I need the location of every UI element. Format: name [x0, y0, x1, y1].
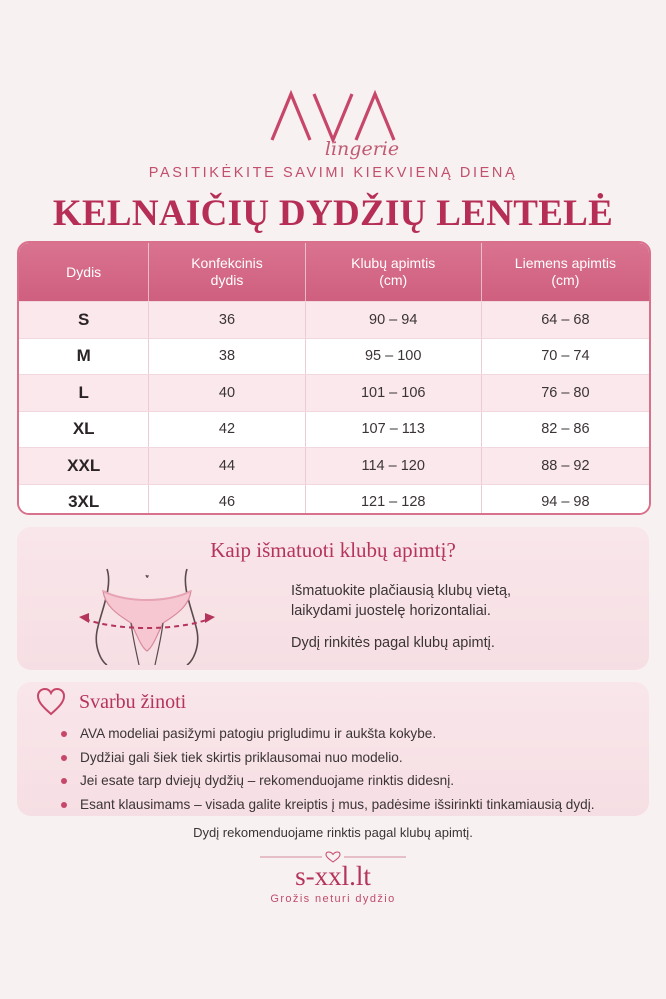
table-header	[19, 243, 649, 301]
info-list	[57, 722, 595, 816]
table-row	[19, 484, 649, 516]
cell-waist: 88 – 92	[541, 457, 590, 474]
cell-conf: 44	[149, 448, 305, 484]
cell-conf: 38	[149, 339, 305, 375]
bullet-icon	[61, 802, 67, 808]
measure-text-2: Dydį rinkitės pagal klubų apimtį.	[291, 635, 495, 651]
cell-size: XL	[19, 412, 149, 448]
bullet-icon	[61, 755, 67, 761]
header-konfekcinis: Konfekcinis dydis	[149, 243, 305, 301]
hip-measurement-figure-icon	[67, 565, 227, 669]
cell-conf: 42	[149, 412, 305, 448]
table-row	[19, 338, 649, 375]
info-card	[17, 682, 649, 816]
bullet-icon	[61, 778, 67, 784]
heart-icon	[35, 686, 67, 722]
cell-waist: 70 – 74	[541, 348, 590, 365]
cell-hips: 101 – 106	[306, 375, 482, 411]
cell-size: L	[19, 375, 149, 411]
footer-note: Dydį rekomenduojame rinktis pagal klubų apimtį.	[193, 825, 473, 840]
page-title: KELNAIČIŲ DYDŽIŲ LENTELĖ	[52, 193, 614, 234]
measure-card	[17, 527, 649, 670]
cell-conf: 36	[149, 302, 305, 338]
list-item: Jei esate tarp dviejų dydžių – rekomenduojame rinktis didesnį.	[57, 769, 595, 793]
measure-instructions	[291, 581, 631, 665]
cell-waist: 82 – 86	[541, 421, 590, 438]
cell-waist: 76 – 80	[541, 384, 590, 401]
cell-hips: 107 – 113	[306, 412, 482, 448]
cell-size: 3XL	[19, 485, 149, 516]
slogan: Grožis neturi dydžio	[270, 893, 396, 905]
cell-conf: 40	[149, 375, 305, 411]
cell-waist: 94 – 98	[541, 494, 590, 511]
cell-hips: 95 – 100	[306, 339, 482, 375]
cell-size: M	[19, 339, 149, 375]
list-item: Dydžiai gali šiek tiek skirtis priklausomai nuo modelio.	[57, 746, 595, 770]
ava-logo-mark	[268, 88, 398, 144]
list-item: Esant klausimams – visada galite kreiptis į mus, padėsime išsirinkti tinkamiausią dydį.	[57, 793, 595, 817]
list-item: AVA modeliai pasižymi patogiu prigludimu ir aukšta kokybe.	[57, 722, 595, 746]
ava-logo	[0, 88, 666, 144]
tagline: PASITIKĖKITE SAVIMI KIEKVIENĄ DIENĄ	[148, 165, 518, 181]
table-row	[19, 411, 649, 448]
info-title: Svarbu žinoti	[79, 691, 187, 713]
cell-waist: 64 – 68	[541, 311, 590, 328]
header-liemens-apimtis: Liemens apimtis (cm)	[514, 255, 616, 288]
logo-subtitle: lingerie	[324, 138, 400, 160]
measure-title: Kaip išmatuoti klubų apimtį?	[210, 538, 456, 562]
header-klubu-apimtis: Klubų apimtis (cm)	[306, 243, 482, 301]
cell-size: XXL	[19, 448, 149, 484]
website-link[interactable]: s-xxl.lt	[295, 861, 371, 891]
measure-text-1: Išmatuokite plačiausią klubų vietą, laikydami juostelę horizontaliai.	[291, 583, 512, 619]
table-row	[19, 374, 649, 411]
cell-hips: 114 – 120	[306, 448, 482, 484]
cell-conf: 46	[149, 485, 305, 516]
size-table	[17, 241, 651, 515]
cell-hips: 121 – 128	[306, 485, 482, 516]
cell-hips: 90 – 94	[306, 302, 482, 338]
table-row	[19, 447, 649, 484]
bullet-icon	[61, 731, 67, 737]
cell-size: S	[19, 302, 149, 338]
table-row	[19, 301, 649, 338]
header-dydis: Dydis	[19, 243, 149, 301]
